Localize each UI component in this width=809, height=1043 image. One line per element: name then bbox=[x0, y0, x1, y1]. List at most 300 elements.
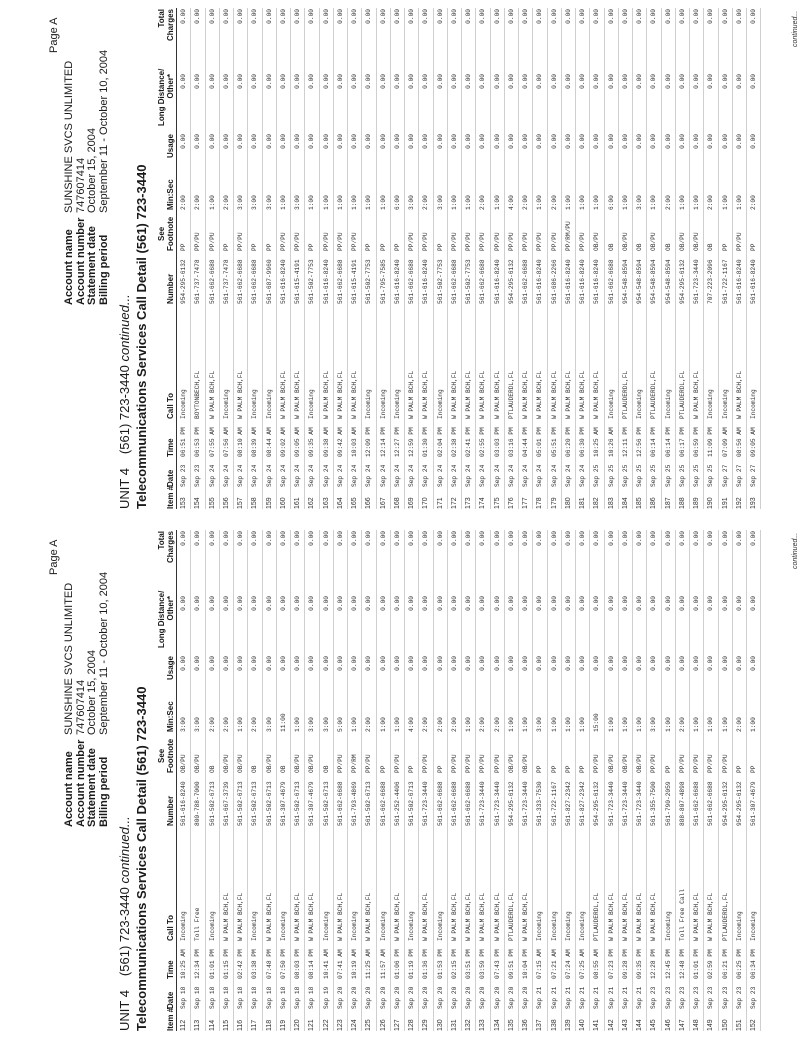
statement-page-right bbox=[0, 0, 809, 521]
table-row bbox=[248, 8, 262, 509]
table-row bbox=[576, 530, 590, 1031]
row-item-number: 130 bbox=[436, 1019, 444, 1031]
row-long-distance: 0.00 bbox=[308, 596, 316, 611]
row-footnote: PP/PU bbox=[735, 232, 743, 251]
table-row bbox=[576, 8, 590, 509]
row-time: 07:09 AM bbox=[721, 427, 729, 457]
row-long-distance: 0.00 bbox=[621, 596, 629, 611]
row-item-number: 186 bbox=[650, 497, 658, 509]
row-call-to: W PALM BCH,FL bbox=[294, 370, 301, 419]
row-min-sec: 2:00 bbox=[194, 195, 202, 210]
table-row bbox=[405, 530, 419, 1031]
row-long-distance: 0.00 bbox=[336, 596, 344, 611]
account-name: SUNSHINE SVCS UNLIMITED bbox=[63, 582, 75, 735]
row-item-number: 168 bbox=[393, 497, 401, 509]
row-date: Sep 21 bbox=[607, 986, 615, 1009]
row-time: 10:19 AM bbox=[351, 949, 358, 979]
table-row bbox=[476, 530, 490, 1031]
row-total-charges: 0.00 bbox=[678, 531, 686, 546]
row-number: 954-548-8594 bbox=[621, 259, 629, 304]
row-long-distance: 0.00 bbox=[750, 596, 757, 611]
row-min-sec: 1:00 bbox=[550, 717, 558, 732]
row-footnote: PP/PU bbox=[493, 754, 501, 773]
row-time: 12:09 PM bbox=[365, 427, 373, 457]
row-footnote: OB/PU bbox=[636, 754, 643, 773]
row-footnote: PP/PU bbox=[279, 232, 287, 251]
row-item-number: 180 bbox=[564, 497, 572, 509]
row-min-sec: 3:00 bbox=[294, 195, 301, 210]
row-long-distance: 0.00 bbox=[365, 74, 373, 89]
col-usage: Usage bbox=[166, 134, 175, 159]
row-item-number: 140 bbox=[579, 1019, 586, 1031]
row-number: 561-616-8240 bbox=[593, 259, 601, 304]
table-row bbox=[177, 530, 191, 1031]
row-number: 707-223-2096 bbox=[707, 259, 715, 304]
row-item-number: 133 bbox=[479, 1019, 487, 1031]
row-date: Sep 24 bbox=[208, 464, 216, 487]
row-footnote: PP/PU bbox=[465, 754, 472, 773]
page-footer-continued: continued... bbox=[792, 10, 799, 47]
row-number: 954-295-6132 bbox=[507, 259, 515, 304]
row-time: 07:23 PM bbox=[607, 949, 615, 979]
row-item-number: 129 bbox=[422, 1019, 430, 1031]
row-item-number: 112 bbox=[180, 1019, 187, 1031]
table-row bbox=[305, 530, 319, 1031]
row-long-distance: 0.00 bbox=[279, 596, 287, 611]
row-usage: 0.00 bbox=[237, 656, 244, 671]
row-date: Sep 24 bbox=[493, 464, 501, 487]
row-call-to: Incoming bbox=[579, 911, 586, 941]
table-row bbox=[662, 530, 676, 1031]
row-time: 06:53 PM bbox=[194, 427, 202, 457]
row-call-to: Incoming bbox=[436, 911, 444, 941]
row-item-number: 152 bbox=[750, 1019, 757, 1031]
billing-period-label: Billing period bbox=[97, 756, 110, 827]
row-time: 07:56 AM bbox=[222, 427, 230, 457]
row-total-charges: 0.00 bbox=[750, 531, 757, 546]
col-date: Date bbox=[166, 469, 175, 487]
row-long-distance: 0.00 bbox=[180, 596, 187, 611]
row-time: 09:02 AM bbox=[279, 427, 287, 457]
table-row bbox=[234, 530, 248, 1031]
row-usage: 0.00 bbox=[550, 656, 558, 671]
row-long-distance: 0.00 bbox=[279, 74, 287, 89]
row-number: 561-307-4679 bbox=[279, 781, 287, 826]
table-row bbox=[533, 530, 547, 1031]
row-call-to: W PALM BCH,FL bbox=[465, 892, 472, 941]
row-footnote: PP bbox=[408, 765, 415, 773]
row-call-to: Incoming bbox=[365, 389, 373, 419]
row-usage: 0.00 bbox=[650, 134, 658, 149]
statement-date: October 15, 2004 bbox=[86, 127, 98, 213]
table-row bbox=[562, 8, 576, 509]
row-time: 07:21 AM bbox=[550, 949, 558, 979]
page-label: Page A bbox=[48, 539, 60, 575]
row-number: 561-662-6688 bbox=[336, 259, 344, 304]
table-row bbox=[263, 530, 277, 1031]
row-number: 561-616-8240 bbox=[750, 259, 757, 304]
row-date: Sep 25 bbox=[664, 464, 672, 487]
row-call-to: Incoming bbox=[251, 911, 259, 941]
row-date: Sep 25 bbox=[636, 464, 643, 487]
col-time: Time bbox=[166, 960, 175, 979]
row-total-charges: 0.00 bbox=[408, 531, 415, 546]
section-title: Telecommunications Services Call Detail (561) 723-3440 bbox=[134, 164, 149, 509]
page-footer-continued: continued... bbox=[792, 532, 799, 569]
row-total-charges: 0.00 bbox=[322, 9, 330, 24]
row-date: Sep 24 bbox=[536, 464, 544, 487]
row-footnote: PP bbox=[379, 765, 387, 773]
row-number: 561-662-6688 bbox=[208, 259, 216, 304]
row-min-sec: 2:00 bbox=[735, 717, 743, 732]
row-call-to: PTLAUDERDL,FL bbox=[593, 892, 601, 941]
row-call-to: W PALM BCH,FL bbox=[650, 892, 658, 941]
row-long-distance: 0.00 bbox=[536, 74, 544, 89]
table-row bbox=[291, 8, 305, 509]
row-item-number: 160 bbox=[279, 497, 287, 509]
table-row bbox=[405, 8, 419, 509]
row-usage: 0.00 bbox=[279, 656, 287, 671]
col-time: Time bbox=[166, 438, 175, 457]
row-min-sec: 1:00 bbox=[693, 717, 700, 732]
table-row bbox=[533, 8, 547, 509]
row-usage: 0.00 bbox=[636, 656, 643, 671]
row-min-sec: 2:00 bbox=[522, 195, 529, 210]
row-item-number: 169 bbox=[408, 497, 415, 509]
row-number: 561-502-6713 bbox=[408, 781, 415, 826]
row-item-number: 167 bbox=[379, 497, 387, 509]
row-footnote: PP/PU bbox=[450, 232, 458, 251]
row-total-charges: 0.00 bbox=[479, 9, 487, 24]
row-min-sec: 1:00 bbox=[579, 195, 586, 210]
row-number: 561-616-8240 bbox=[322, 259, 330, 304]
table-row bbox=[448, 530, 462, 1031]
row-call-to: PTLAUDERDL,FL bbox=[721, 892, 729, 941]
row-number: 954-295-6132 bbox=[180, 259, 187, 304]
table-row bbox=[291, 530, 305, 1031]
row-usage: 0.00 bbox=[707, 656, 715, 671]
row-date: Sep 21 bbox=[536, 986, 544, 1009]
row-total-charges: 0.00 bbox=[750, 9, 757, 24]
row-date: Sep 18 bbox=[251, 986, 259, 1009]
call-detail-table bbox=[176, 8, 761, 509]
row-time: 10:26 AM bbox=[607, 427, 615, 457]
row-min-sec: 3:00 bbox=[322, 717, 330, 732]
row-date: Sep 27 bbox=[735, 464, 743, 487]
row-footnote: PP/PU bbox=[650, 754, 658, 773]
row-call-to: W PALM BCH,FL bbox=[479, 370, 487, 419]
row-usage: 0.00 bbox=[208, 656, 216, 671]
row-time: 02:41 PM bbox=[465, 427, 472, 457]
row-footnote: OB/PU bbox=[294, 754, 301, 773]
row-total-charges: 0.00 bbox=[536, 531, 544, 546]
row-total-charges: 0.00 bbox=[550, 531, 558, 546]
row-time: 08:39 AM bbox=[251, 427, 259, 457]
row-min-sec: 1:00 bbox=[536, 195, 544, 210]
row-date: Sep 24 bbox=[222, 464, 230, 487]
row-min-sec: 3:00 bbox=[194, 717, 202, 732]
row-date: Sep 23 bbox=[707, 986, 715, 1009]
row-footnote: PP/PU bbox=[678, 754, 686, 773]
row-number: 561-737-7478 bbox=[222, 259, 230, 304]
table-row bbox=[277, 530, 291, 1031]
row-total-charges: 0.00 bbox=[465, 531, 472, 546]
row-long-distance: 0.00 bbox=[650, 74, 658, 89]
row-footnote: PP bbox=[750, 243, 757, 251]
row-min-sec: 1:00 bbox=[707, 717, 715, 732]
row-date: Sep 24 bbox=[436, 464, 444, 487]
row-number: 561-723-3440 bbox=[621, 781, 629, 826]
row-time: 12:56 PM bbox=[636, 427, 643, 457]
row-time: 05:01 PM bbox=[536, 427, 544, 457]
row-usage: 0.00 bbox=[180, 656, 187, 671]
row-date: Sep 23 bbox=[693, 986, 700, 1009]
row-long-distance: 0.00 bbox=[479, 74, 487, 89]
row-call-to: W PALM BCH,FL bbox=[336, 370, 344, 419]
row-call-to: Incoming bbox=[351, 911, 358, 941]
row-footnote: OB/PU bbox=[222, 754, 230, 773]
table-row bbox=[220, 8, 234, 509]
row-time: 06:51 PM bbox=[180, 427, 187, 457]
row-time: 09:51 PM bbox=[507, 949, 515, 979]
row-call-to: Incoming bbox=[408, 911, 415, 941]
row-item-number: 176 bbox=[507, 497, 515, 509]
row-item-number: 124 bbox=[351, 1019, 358, 1031]
row-footnote: PP/PU bbox=[493, 232, 501, 251]
row-call-to: W PALM BCH,FL bbox=[707, 892, 715, 941]
row-item-number: 165 bbox=[351, 497, 358, 509]
row-time: 10:25 AM bbox=[180, 949, 187, 979]
row-footnote: PP bbox=[436, 243, 444, 251]
row-date: Sep 18 bbox=[294, 986, 301, 1009]
row-long-distance: 0.00 bbox=[365, 596, 373, 611]
row-item-number: 131 bbox=[450, 1019, 458, 1031]
row-long-distance: 0.00 bbox=[336, 74, 344, 89]
row-call-to: Toll Free bbox=[194, 907, 202, 941]
row-number: 561-723-3440 bbox=[693, 259, 700, 304]
row-long-distance: 0.00 bbox=[479, 596, 487, 611]
row-time: 02:15 PM bbox=[450, 949, 458, 979]
row-long-distance: 0.00 bbox=[493, 596, 501, 611]
row-number: 561-615-4191 bbox=[294, 259, 301, 304]
row-total-charges: 0.00 bbox=[379, 531, 387, 546]
row-date: Sep 24 bbox=[522, 464, 529, 487]
row-long-distance: 0.00 bbox=[436, 596, 444, 611]
row-item-number: 121 bbox=[308, 1019, 316, 1031]
row-min-sec: 1:00 bbox=[336, 195, 344, 210]
row-usage: 0.00 bbox=[721, 134, 729, 149]
row-usage: 0.00 bbox=[351, 656, 358, 671]
row-footnote: OB bbox=[707, 243, 715, 251]
table-row bbox=[662, 8, 676, 509]
row-usage: 0.00 bbox=[621, 134, 629, 149]
row-item-number: 185 bbox=[636, 497, 643, 509]
row-date: Sep 24 bbox=[465, 464, 472, 487]
row-call-to: W PALM BCH,FL bbox=[579, 370, 586, 419]
row-item-number: 163 bbox=[322, 497, 330, 509]
row-long-distance: 0.00 bbox=[294, 74, 301, 89]
col-usage: Usage bbox=[166, 656, 175, 681]
row-number: 561-662-6688 bbox=[607, 259, 615, 304]
col-min-sec: Min:Sec bbox=[166, 701, 175, 732]
row-usage: 0.00 bbox=[507, 656, 515, 671]
row-date: Sep 24 bbox=[379, 464, 387, 487]
row-usage: 0.00 bbox=[208, 134, 216, 149]
row-long-distance: 0.00 bbox=[450, 74, 458, 89]
row-time: 01:19 PM bbox=[408, 949, 415, 979]
row-total-charges: 0.00 bbox=[408, 9, 415, 24]
row-item-number: 114 bbox=[208, 1019, 216, 1031]
row-usage: 0.00 bbox=[194, 134, 202, 149]
row-date: Sep 20 bbox=[436, 986, 444, 1009]
row-long-distance: 0.00 bbox=[693, 596, 700, 611]
row-date: Sep 18 bbox=[237, 986, 244, 1009]
row-time: 07:48 PM bbox=[265, 949, 273, 979]
row-long-distance: 0.00 bbox=[564, 74, 572, 89]
account-info bbox=[64, 572, 110, 827]
row-min-sec: 1:00 bbox=[237, 717, 244, 732]
row-number: 561-616-8240 bbox=[493, 259, 501, 304]
row-number: 561-502-6713 bbox=[294, 781, 301, 826]
row-total-charges: 0.00 bbox=[579, 531, 586, 546]
row-min-sec: 1:00 bbox=[379, 717, 387, 732]
row-date: Sep 27 bbox=[750, 464, 757, 487]
row-long-distance: 0.00 bbox=[735, 596, 743, 611]
row-number: 561-723-3440 bbox=[607, 781, 615, 826]
row-item-number: 193 bbox=[750, 497, 757, 509]
row-usage: 0.00 bbox=[336, 134, 344, 149]
row-total-charges: 0.00 bbox=[678, 9, 686, 24]
row-total-charges: 0.00 bbox=[194, 531, 202, 546]
row-call-to: W PALM BCH,FL bbox=[408, 370, 415, 419]
row-min-sec: 3:00 bbox=[265, 717, 273, 732]
row-time: 01:01 PM bbox=[208, 949, 216, 979]
row-footnote: PP bbox=[735, 765, 743, 773]
table-row bbox=[647, 8, 661, 509]
row-total-charges: 0.00 bbox=[251, 9, 259, 24]
row-time: 02:55 PM bbox=[479, 427, 487, 457]
unit-label: UNIT 4 bbox=[117, 468, 132, 509]
row-call-to: W PALM BCH,FL bbox=[422, 892, 430, 941]
row-footnote: OB/PU bbox=[693, 232, 700, 251]
row-number: 954-295-6132 bbox=[678, 259, 686, 304]
row-total-charges: 0.00 bbox=[351, 531, 358, 546]
row-item-number: 154 bbox=[194, 497, 202, 509]
row-long-distance: 0.00 bbox=[465, 596, 472, 611]
row-item-number: 139 bbox=[564, 1019, 572, 1031]
col-date: Date bbox=[166, 991, 175, 1009]
table-row bbox=[220, 530, 234, 1031]
row-call-to: Incoming bbox=[251, 389, 259, 419]
row-usage: 0.00 bbox=[322, 134, 330, 149]
row-number: 561-662-6688 bbox=[336, 781, 344, 826]
table-row bbox=[605, 8, 619, 509]
row-long-distance: 0.00 bbox=[379, 596, 387, 611]
table-row bbox=[491, 8, 505, 509]
row-item-number: 142 bbox=[607, 1019, 615, 1031]
row-total-charges: 0.00 bbox=[465, 9, 472, 24]
row-call-to: W PALM BCH,FL bbox=[479, 892, 487, 941]
row-min-sec: 6:00 bbox=[607, 195, 615, 210]
row-number: 561-722-1167 bbox=[550, 781, 558, 826]
row-footnote: PP/PU bbox=[721, 754, 729, 773]
row-call-to: W PALM BCH,FL bbox=[450, 370, 458, 419]
row-number: 561-502-6713 bbox=[251, 781, 259, 826]
table-row bbox=[733, 8, 747, 509]
row-footnote: OB/PU bbox=[621, 232, 629, 251]
account-name-label: Account name bbox=[63, 229, 75, 305]
row-call-to: Incoming bbox=[564, 911, 572, 941]
row-min-sec: 2:00 bbox=[707, 195, 715, 210]
row-usage: 0.00 bbox=[493, 134, 501, 149]
row-usage: 0.00 bbox=[707, 134, 715, 149]
row-item-number: 171 bbox=[436, 497, 444, 509]
row-item-number: 192 bbox=[735, 497, 743, 509]
row-long-distance: 0.00 bbox=[393, 596, 401, 611]
row-total-charges: 0.00 bbox=[450, 9, 458, 24]
row-total-charges: 0.00 bbox=[222, 531, 230, 546]
row-min-sec: 1:00 bbox=[365, 195, 373, 210]
row-call-to: W PALM BCH,FL bbox=[422, 370, 430, 419]
row-number: 561-686-2266 bbox=[550, 259, 558, 304]
row-total-charges: 0.00 bbox=[208, 9, 216, 24]
row-min-sec: 3:00 bbox=[650, 717, 658, 732]
row-time: 10:04 PM bbox=[522, 949, 529, 979]
row-date: Sep 18 bbox=[265, 986, 273, 1009]
row-time: 08:56 AM bbox=[735, 427, 743, 457]
table-row bbox=[234, 8, 248, 509]
row-number: 561-616-8240 bbox=[579, 259, 586, 304]
row-number: 561-662-6688 bbox=[379, 781, 387, 826]
row-usage: 0.00 bbox=[180, 134, 187, 149]
table-row bbox=[647, 530, 661, 1031]
table-row bbox=[619, 530, 633, 1031]
row-call-to: W PALM BCH,FL bbox=[493, 892, 501, 941]
table-row bbox=[434, 530, 448, 1031]
row-number: 561-723-3440 bbox=[422, 781, 430, 826]
row-date: Sep 23 bbox=[735, 986, 743, 1009]
row-total-charges: 0.00 bbox=[707, 9, 715, 24]
row-min-sec: 1:00 bbox=[721, 195, 729, 210]
row-usage: 0.00 bbox=[593, 134, 601, 149]
row-total-charges: 0.00 bbox=[393, 531, 401, 546]
row-total-charges: 0.00 bbox=[422, 531, 430, 546]
table-row bbox=[362, 8, 376, 509]
row-footnote: PP/PU bbox=[536, 232, 544, 251]
row-item-number: 191 bbox=[721, 497, 729, 509]
table-row bbox=[320, 530, 334, 1031]
row-date: Sep 21 bbox=[579, 986, 586, 1009]
row-min-sec: 1:00 bbox=[507, 717, 515, 732]
row-footnote: PP bbox=[365, 243, 373, 251]
row-footnote: PP bbox=[750, 765, 757, 773]
row-min-sec: 1:00 bbox=[308, 195, 316, 210]
table-row bbox=[334, 530, 348, 1031]
row-usage: 0.00 bbox=[308, 656, 316, 671]
row-item-number: 155 bbox=[208, 497, 216, 509]
account-number-label: Account number bbox=[74, 739, 87, 827]
row-long-distance: 0.00 bbox=[707, 74, 715, 89]
row-time: 09:35 PM bbox=[636, 949, 643, 979]
row-usage: 0.00 bbox=[465, 656, 472, 671]
row-total-charges: 0.00 bbox=[379, 9, 387, 24]
row-long-distance: 0.00 bbox=[579, 74, 586, 89]
row-usage: 0.00 bbox=[621, 656, 629, 671]
row-date: Sep 25 bbox=[678, 464, 686, 487]
row-call-to: Incoming bbox=[322, 911, 330, 941]
row-number: 561-723-3440 bbox=[636, 781, 643, 826]
row-footnote: PP/PU bbox=[336, 232, 344, 251]
